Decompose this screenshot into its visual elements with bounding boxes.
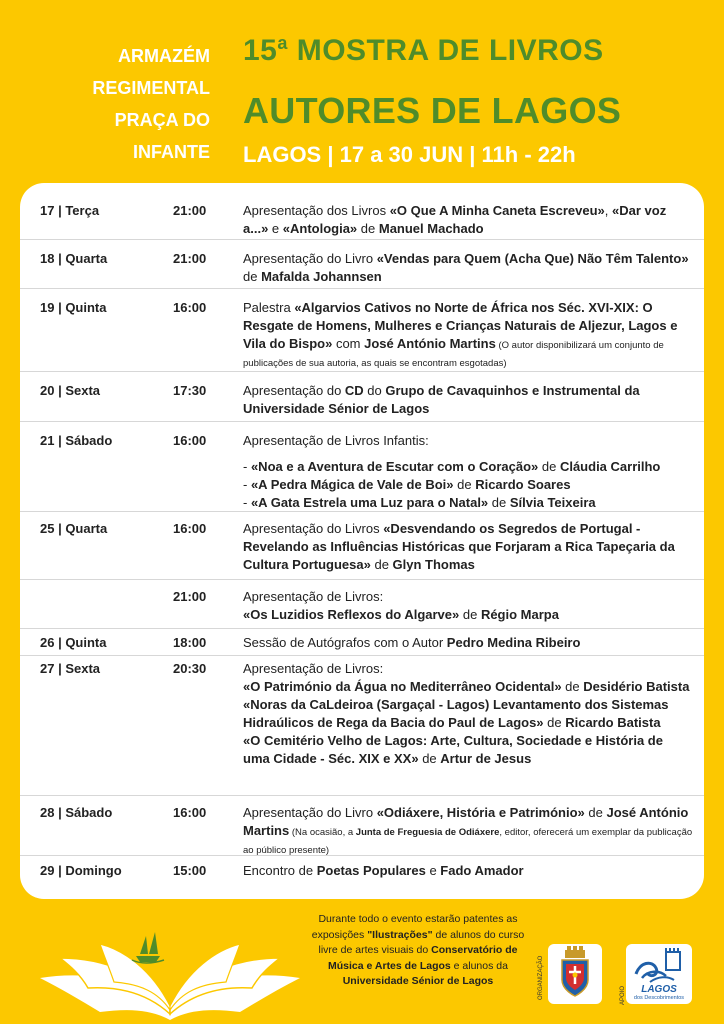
text-segment: «Dar voz a...» — [243, 203, 667, 236]
text-segment: «Noras da CaLdeiroa (Sargaçal - Lagos) Levantamento dos Sistemas Hidraúlicos de Rega da Bacia do Paul de Lagos» — [243, 697, 669, 730]
lagos-logo-text: LAGOS — [641, 984, 677, 995]
event-time: 16:00 — [173, 521, 207, 536]
event-row — [20, 579, 704, 629]
event-description-line — [243, 432, 693, 450]
text-segment: Artur de Jesus — [440, 751, 532, 766]
text-segment: «O Cemitério Velho de Lagos: Arte, Cultura, Sociedade e História de uma Cidade - Séc. XIX e XX» — [243, 733, 663, 766]
title-number: 15 — [243, 34, 278, 67]
event-day: 26 | Quinta — [40, 635, 107, 650]
text-segment: Universidade Sénior de Lagos — [342, 975, 494, 987]
event-description-line — [243, 588, 693, 606]
event-day: 27 | Sexta — [40, 661, 101, 676]
event-subtitle: AUTORES DE LAGOS — [243, 90, 622, 131]
event-row — [20, 795, 704, 856]
event-description-line — [243, 476, 693, 494]
event-description-line — [243, 678, 693, 696]
text-segment: de — [243, 269, 262, 284]
text-segment: de — [370, 557, 393, 572]
coat-of-arms-logo — [548, 944, 602, 1004]
text-segment: - — [243, 495, 251, 510]
caravel-icon — [132, 932, 164, 963]
exhibition-note-text — [312, 913, 525, 987]
event-day: 25 | Quarta — [40, 521, 108, 536]
text-segment: Régio Marpa — [480, 607, 559, 622]
coat-of-arms-icon — [548, 944, 602, 1004]
text-segment: de — [459, 607, 481, 622]
text-segment: e — [268, 221, 283, 236]
text-segment: «O Património da Água no Mediterrâneo Ocidental» — [243, 679, 562, 694]
venue-line: ARMAZÉM — [118, 46, 210, 66]
venue-block — [38, 40, 210, 168]
event-row — [20, 511, 704, 580]
text-segment: «Odiáxere, História e Património» — [376, 805, 585, 820]
organization-label: ORGANIZAÇÃO — [538, 955, 544, 1000]
event-description — [243, 202, 693, 238]
text-segment: Sílvia Teixeira — [509, 495, 596, 510]
lagos-logo-subtext: dos Descobrimentos — [633, 995, 685, 1001]
event-row — [20, 239, 704, 289]
event-description-line — [243, 732, 693, 768]
text-segment: «A Gata Estrela uma Luz para o Natal» — [250, 495, 489, 510]
text-segment: Glyn Thomas — [392, 557, 475, 572]
event-row — [20, 371, 704, 422]
text-segment: de — [543, 715, 566, 730]
event-description — [243, 588, 693, 624]
text-segment: de — [488, 495, 510, 510]
event-description — [243, 250, 693, 286]
event-description-line — [243, 660, 693, 678]
text-segment: Cláudia Carrilho — [559, 459, 661, 474]
text-segment: e — [425, 863, 441, 878]
text-segment: Junta de Freguesia de Odiáxere — [355, 827, 500, 838]
event-row — [20, 288, 704, 372]
venue-line: INFANTE — [132, 142, 210, 162]
text-segment: Desidério Batista — [583, 679, 690, 694]
event-time: 15:00 — [173, 863, 207, 878]
event-description-line — [243, 458, 693, 476]
event-title — [243, 33, 604, 68]
text-segment: Sessão de Autógrafos com o Autor — [243, 635, 447, 650]
title-ordinal: a — [277, 33, 288, 53]
event-description — [243, 634, 693, 652]
text-segment: do — [363, 383, 386, 398]
text-segment: Fado Amador — [440, 863, 524, 878]
text-segment: Durante todo o evento estarão patentes as exposições — [311, 913, 518, 941]
text-segment: Palestra — [243, 300, 295, 315]
text-segment: de — [453, 477, 476, 492]
text-segment: de — [561, 679, 584, 694]
text-segment: , — [604, 203, 612, 218]
event-time: 18:00 — [173, 635, 207, 650]
text-segment: «Noa e a Aventura de Escutar com o Coração» — [250, 459, 539, 474]
event-day: 28 | Sábado — [40, 805, 113, 820]
text-segment: de — [538, 459, 560, 474]
text-segment: Apresentação de Livros: — [243, 661, 384, 676]
event-description — [243, 520, 693, 574]
text-segment: Conservatório de Música e Artes de Lagos — [328, 944, 518, 972]
event-description — [243, 862, 693, 880]
text-segment: de — [357, 221, 379, 236]
event-day: 20 | Sexta — [40, 383, 101, 398]
text-segment: "Ilustrações" — [367, 928, 433, 941]
text-segment: Grupo de Cavaquinhos e Instrumental da Universidade Sénior de Lagos — [243, 383, 640, 416]
lagos-logo — [626, 944, 692, 1004]
text-segment: José António Martins — [364, 336, 496, 351]
event-time: 16:00 — [173, 805, 207, 820]
open-book-icon — [40, 930, 300, 1022]
event-day: 18 | Quarta — [40, 251, 108, 266]
event-row — [20, 183, 704, 240]
text-segment: José António Martins — [243, 805, 689, 838]
text-segment: (Na ocasião, a — [289, 827, 356, 838]
text-segment: (O autor disponibilizará um conjunto de publicações de sua autoria, as quais se encontram esgotadas) — [243, 340, 664, 369]
event-description — [243, 804, 693, 858]
event-day: 17 | Terça — [40, 203, 100, 218]
event-description — [243, 432, 693, 512]
event-time: 16:00 — [173, 433, 207, 448]
event-time: 17:30 — [173, 383, 207, 398]
text-segment: Mafalda Johannsen — [261, 269, 382, 284]
text-segment: «Algarvios Cativos no Norte de África nos Séc. XVI-XIX: O Resgate de Homens, Mulheres e Crianças Naturais de Aljezur, Lagos e Vila do Bispo» — [243, 300, 678, 351]
event-row — [20, 421, 704, 512]
text-segment: Ricardo Batista — [565, 715, 661, 730]
text-segment: Apresentação de Livros Infantis: — [243, 433, 429, 448]
event-day: 19 | Quinta — [40, 300, 107, 315]
text-segment: e alunos da — [450, 959, 508, 972]
title-rest: MOSTRA DE LIVROS — [287, 34, 604, 67]
venue-line: REGIMENTAL — [92, 78, 210, 98]
event-row — [20, 628, 704, 656]
text-segment: CD — [344, 383, 364, 398]
text-segment: com — [332, 336, 365, 351]
event-row — [20, 655, 704, 796]
text-segment: Apresentação do Livros — [243, 521, 384, 536]
text-segment: «A Pedra Mágica de Vale de Boi» — [250, 477, 454, 492]
lagos-logo-icon — [626, 944, 692, 988]
text-segment: Apresentação dos Livros — [243, 203, 390, 218]
text-segment: «Vendas para Quem (Acha Que) Não Têm Talento» — [376, 251, 689, 266]
event-row — [20, 855, 704, 895]
text-segment: Pedro Medina Ribeiro — [446, 635, 581, 650]
event-dates: LAGOS | 17 a 30 JUN | 11h - 22h — [243, 142, 576, 167]
event-description — [243, 382, 693, 418]
text-segment: Apresentação de Livros: — [243, 589, 384, 604]
text-segment: Apresentação do — [243, 383, 345, 398]
event-day: 29 | Domingo — [40, 863, 122, 878]
text-segment: de — [584, 805, 607, 820]
text-segment: «Os Luzidios Reflexos do Algarve» — [243, 607, 460, 622]
text-segment: «Antologia» — [282, 221, 358, 236]
support-label: APOIO — [620, 985, 626, 1005]
text-segment: de — [418, 751, 441, 766]
programme-panel — [20, 183, 704, 899]
text-segment: , editor, oferecerá um exemplar da publicação ao público presente) — [243, 827, 693, 856]
text-segment: Apresentação do Livro — [243, 805, 377, 820]
venue-line: PRAÇA DO — [114, 110, 210, 130]
event-description — [243, 299, 693, 371]
event-description-line — [243, 494, 693, 512]
text-segment: «Desvendando os Segredos de Portugal - Revelando as Influências Históricas que Forjaram a Rica Tapeçaria da Cultura Portuguesa» — [243, 521, 675, 572]
event-day: 21 | Sábado — [40, 433, 113, 448]
text-segment: Ricardo Soares — [475, 477, 571, 492]
text-segment: Apresentação do Livro — [243, 251, 377, 266]
event-description-line — [243, 606, 693, 624]
text-segment: Encontro de — [243, 863, 317, 878]
text-segment: de alunos do curso livre de artes visuais do — [318, 928, 525, 956]
text-segment: Manuel Machado — [378, 221, 484, 236]
event-time: 21:00 — [173, 203, 207, 218]
text-segment: - — [243, 477, 251, 492]
exhibition-note — [304, 912, 532, 990]
event-time: 21:00 — [173, 589, 207, 604]
event-description — [243, 660, 693, 768]
text-segment: Poetas Populares — [316, 863, 426, 878]
text-segment: - — [243, 459, 251, 474]
event-time: 16:00 — [173, 300, 207, 315]
event-time: 20:30 — [173, 661, 207, 676]
event-description-line — [243, 696, 693, 732]
text-segment: «O Que A Minha Caneta Escreveu» — [389, 203, 605, 218]
event-time: 21:00 — [173, 251, 207, 266]
